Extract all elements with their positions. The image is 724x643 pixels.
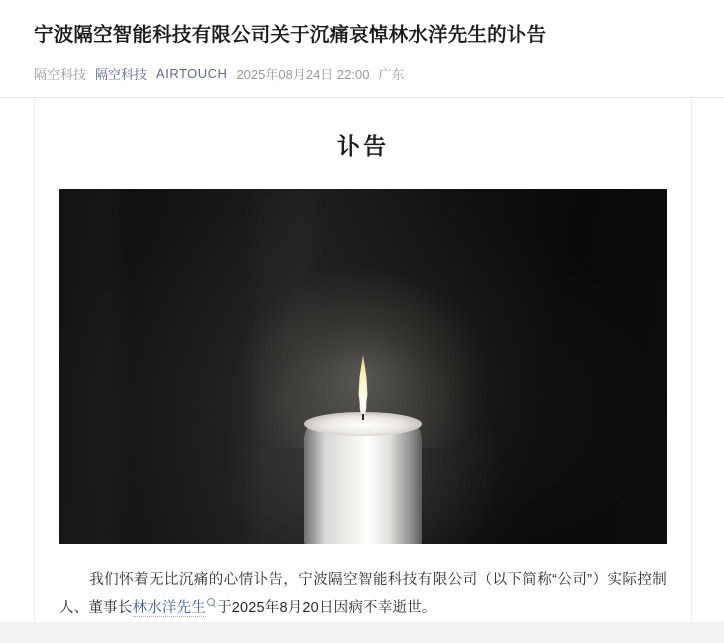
article-meta (34, 64, 690, 83)
meta-account-name: 隔空科技 (34, 67, 87, 82)
article-header (0, 0, 724, 97)
highlighted-person-name[interactable]: 林水洋先生 (132, 600, 206, 616)
candle-body-icon (304, 424, 422, 544)
search-icon[interactable] (207, 598, 217, 608)
notice-heading: 讣告 (337, 133, 389, 159)
meta-datetime: 2025年08月24日 22:00 (236, 67, 370, 82)
paragraph-text-part1: 我们怀着无比沉痛的心情讣告，宁波隔空智能科技有限公司（以下简称“公司”）实际控制人、董事长 (59, 572, 667, 616)
article-paragraph (59, 566, 667, 622)
article-content-card (34, 98, 692, 622)
meta-account-link-en[interactable]: AIRTOUCH (156, 66, 228, 81)
meta-region: 广东 (378, 67, 405, 82)
meta-account-link[interactable]: 隔空科技 (95, 67, 148, 82)
page-title: 宁波隔空智能科技有限公司关于沉痛哀悼林水洋先生的讣告 (34, 24, 547, 46)
article-body-wrap (0, 98, 724, 622)
paragraph-text-part2: 于2025年8月20日因病不幸逝世。 (217, 600, 437, 616)
candle-photo (59, 189, 667, 544)
